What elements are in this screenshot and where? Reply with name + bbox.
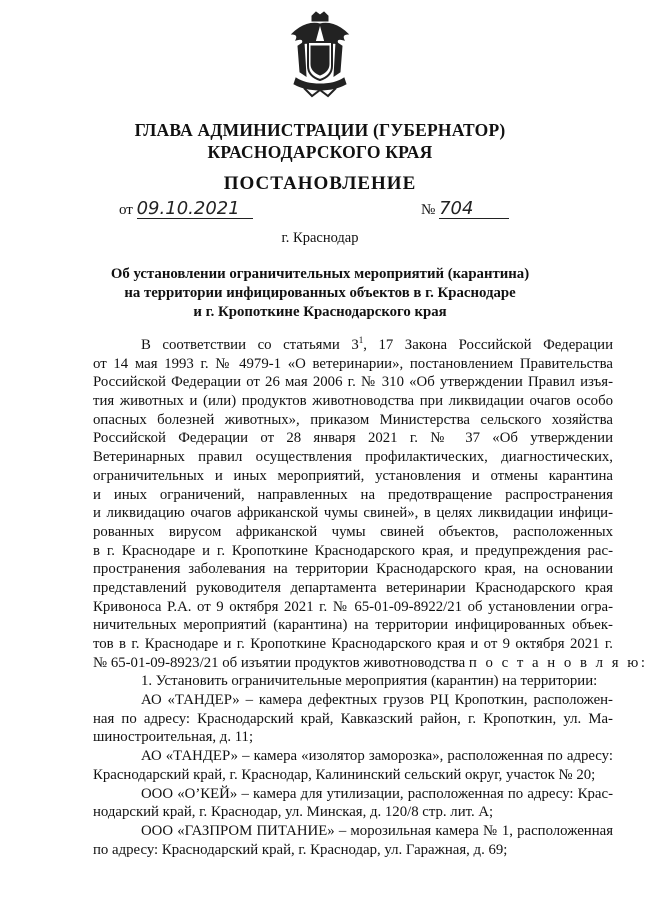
date-field — [119, 200, 253, 219]
body-line: рованных вирусом африканской чумы свиней объектов, расположенных — [93, 523, 613, 540]
header-line-2: КРАСНОДАРСКОГО КРАЯ — [207, 142, 433, 162]
body-line: тов в г. Краснодаре и г. Кропоткине Краснодарского края и от 9 октября 2021 г. — [93, 636, 613, 652]
date-label: от — [119, 202, 133, 218]
number-label: № — [421, 202, 436, 218]
body-line: ничительных мероприятий (карантина) на территории инфицированных объек- — [93, 617, 613, 634]
body-line: и иных ограничений, направленных на предотвращение распространения — [93, 486, 613, 503]
body-line: тия животных и (или) продуктов животноводства при ликвидации очагов особо — [93, 393, 613, 410]
body-line: и ликвидацию очагов африканской чумы свиней», в целях ликвидации инфици- — [93, 505, 613, 522]
body-line: от 14 мая 1993 г. № 4979-1 «О ветеринарии», постановлением Правительства — [93, 355, 613, 372]
body-line: шиностроительная, д. 11; — [93, 729, 254, 746]
body-line: ограничительных и иных мероприятий, установления и отмены карантина — [93, 467, 613, 484]
document-body — [93, 335, 647, 859]
header-line-1: ГЛАВА АДМИНИСТРАЦИИ (ГУБЕРНАТОР) — [134, 120, 506, 140]
body-line: АО «ТАНДЕР» – камера дефектных грузов РЦ Кропоткин, расположен- — [141, 692, 613, 709]
body-line: Российской Федерации от 26 мая 2006 г. № 310 «Об утверждении Правил изъя- — [93, 374, 613, 391]
city: г. Краснодар — [281, 230, 359, 246]
body-line: ООО «О’КЕЙ» – камера для утилизации, расположенная по адресу: Крас- — [141, 785, 613, 802]
body-line: В соответствии со статьями $3^1$, 17 Закона Российской Федерации — [141, 335, 613, 353]
body-line: Краснодарский край, г. Краснодар, Калининский сельский округ, участок № 20; — [93, 766, 596, 783]
number-field — [421, 200, 509, 219]
date-value: 09.10.2021 — [137, 200, 253, 219]
body-line: по адресу: Краснодарский край, г. Краснодар, ул. Гаражная, д. 69; — [93, 841, 508, 858]
body-line: Ветеринарных правил осуществления профилактических, диагностических, — [93, 449, 613, 466]
body-line: № 65-01-09-8923/21 об изъятии продуктов животноводства п о с т а н о в л я ю: — [93, 654, 647, 671]
body-line: Российской Федерации от 28 января 2021 г. № 37 «Об утверждении — [93, 430, 613, 447]
body-line: в г. Краснодаре и г. Кропоткине Краснодарского края, и предупреждения рас- — [93, 542, 613, 559]
title-line: Об установлении ограничительных мероприятий (карантина) — [110, 266, 530, 282]
body-line: 1. Установить ограничительные мероприятия (карантин) на территории: — [141, 673, 598, 690]
body-line: АО «ТАНДЕР» – камера «изолятор заморозка», расположенная по адресу: — [141, 748, 613, 765]
title-line: и г. Кропоткине Краснодарского края — [193, 304, 447, 320]
title-line: на территории инфицированных объектов в г. Краснодаре — [124, 285, 516, 301]
body-line: опасных болезней животных», приказом Министерства сельского хозяйства — [93, 411, 613, 428]
body-line: ООО «ГАЗПРОМ ПИТАНИЕ» – морозильная камера № 1, расположенная — [141, 822, 613, 839]
number-value: 704 — [439, 200, 509, 219]
document-type: ПОСТАНОВЛЕНИЕ — [223, 173, 417, 194]
krasnodar-coat-of-arms-icon — [284, 12, 356, 96]
body-line: ная по адресу: Краснодарский край, Кавказский район, г. Кропоткин, ул. Ма- — [93, 710, 613, 727]
decree-word: п о с т а н о в л я ю: — [468, 654, 647, 671]
body-line: пространения заболевания на территории Краснодарского края, на основании — [93, 561, 613, 578]
body-line: нодарский край, г. Краснодар, ул. Минская, д. 120/8 стр. лит. А; — [93, 804, 494, 821]
body-line: представлений руководителя департамента ветеринарии Краснодарского края — [93, 579, 613, 596]
body-line: Кривоноса Р.А. от 9 октября 2021 г. № 65-01-09-8922/21 об установлении огра- — [93, 598, 613, 615]
